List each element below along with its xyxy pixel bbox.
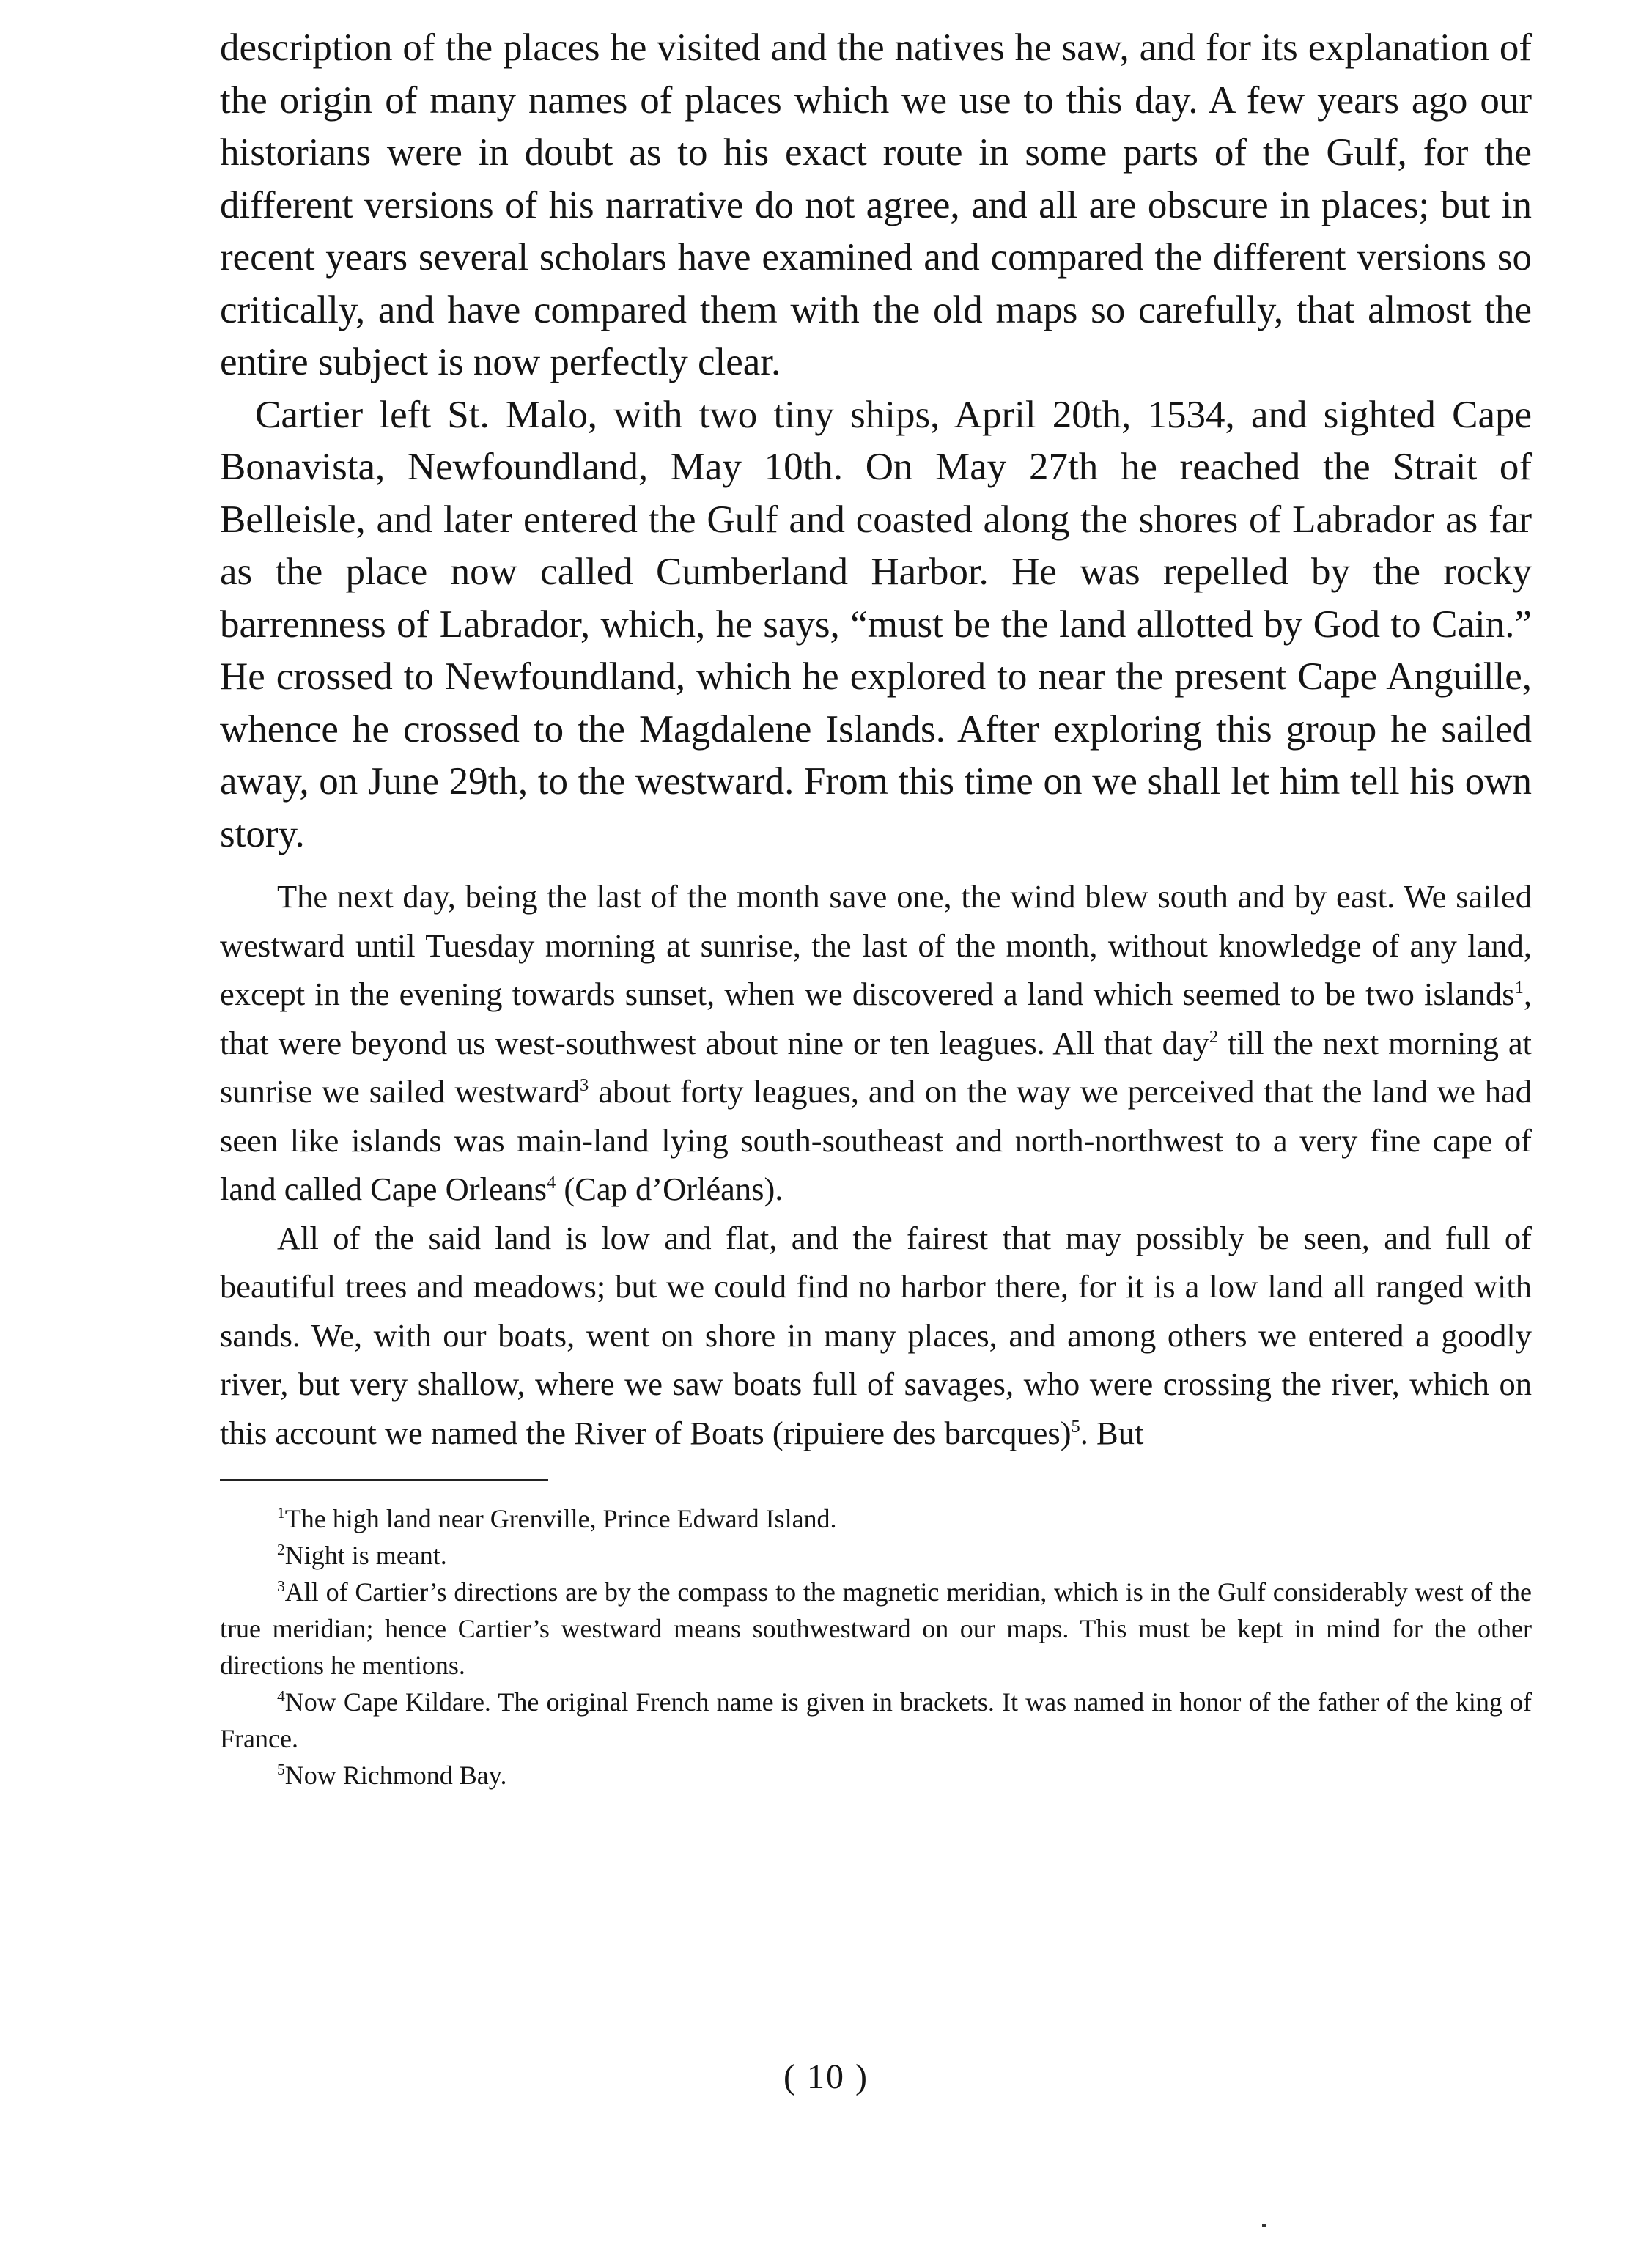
footnote-number: 3 bbox=[277, 1577, 285, 1595]
body-paragraph-2: Cartier left St. Malo, with two tiny ships, April 20th, 1534, and sighted Cape Bonavista, Newfoundland, May 10th. On May 27th he reached the Strait of Belleisle, and later entered the Gulf and coasted along the shores of Labrador as far as the place now called Cumberland Harbor. He was repelled by the rocky barrenness of Labrador, which, he says, “must be the land allotted by God to Cain.” He crossed to Newfoundland, which he explored to near the present Cape Anguille, whence he crossed to the Magdalene Islands. After exploring this group he sailed away, on June 29th, to the westward. From this time on we shall let him tell his own story. bbox=[220, 393, 1532, 855]
footnote-text: Now Cape Kildare. The original French name is given in brackets. It was named in honor of the father of the king of France. bbox=[220, 1687, 1532, 1753]
page-number: ( 10 ) bbox=[783, 2057, 869, 2096]
footnote-text: All of Cartier’s directions are by the compass to the magnetic meridian, which is in the Gulf considerably west of the true meridian; hence Cartier’s westward means southwestward on our maps. This must be kept in mind for the other directions he mentions. bbox=[220, 1577, 1532, 1680]
quote-text: The next day, being the last of the month save one, the wind blew south and by east. We sailed westward until Tuesday morning at sunrise, the last of the month, without knowledge of any land, except in the evening towards sunset, when we discovered a land which seemed to be two islands bbox=[220, 878, 1532, 1012]
quoted-narrative bbox=[220, 872, 1532, 1457]
footnote bbox=[220, 1684, 1532, 1757]
footnote-number: 1 bbox=[277, 1504, 285, 1522]
footnote bbox=[220, 1574, 1532, 1684]
footnote-text: Now Richmond Bay. bbox=[284, 1761, 507, 1790]
footnote-ref: 2 bbox=[1209, 1026, 1219, 1047]
quote-paragraph-2 bbox=[220, 1214, 1532, 1458]
footnote-number: 2 bbox=[277, 1541, 285, 1558]
footnote-ref: 4 bbox=[547, 1173, 556, 1193]
quote-text: about forty leagues, and on the way we perceived that the land we had seen like islands was main-land lying south-southeast and north-northwest to a very fine cape of land called Cape Orleans bbox=[220, 1073, 1532, 1207]
print-speck bbox=[1262, 2224, 1266, 2227]
quote-text: . But bbox=[1080, 1414, 1144, 1451]
quote-text: , that were beyond us west-southwest about nine or ten leagues. All that day bbox=[220, 976, 1532, 1061]
footnote-text: The high land near Grenville, Prince Edward Island. bbox=[284, 1504, 837, 1533]
footnotes bbox=[220, 1500, 1532, 1794]
quote-text: till the next morning at sunrise we sailed westward bbox=[220, 1024, 1532, 1110]
footnote-number: 5 bbox=[277, 1761, 285, 1778]
footnote-text: Night is meant. bbox=[284, 1541, 447, 1570]
body-paragraph-1: description of the places he visited and the natives he saw, and for its explanation of the origin of many names of places which we use to this day. A few years ago our historians were in doubt as to his exact route in some parts of the Gulf, for the different versions of his narrative do not agree, and all are obscure in places; but in recent years several scholars have examined and compared the different versions so critically, and have compared them with the old maps so carefully, that almost the entire subject is now perfectly clear. bbox=[220, 26, 1532, 383]
page-content bbox=[220, 22, 1532, 1794]
footnote-divider bbox=[220, 1479, 548, 1481]
quote-text: (Cap d’Orléans). bbox=[556, 1171, 783, 1207]
footnote-number: 4 bbox=[277, 1687, 285, 1705]
quote-text: All of the said land is low and flat, and the fairest that may possibly be seen, and full of beautiful trees and meadows; but we could find no harbor there, for it is a low land all ranged with sands. We, with our boats, went on shore in many places, and among others we entered a goodly river, but very shallow, where we saw boats full of savages, who were crossing the river, which on this account we named the River of Boats (ripuiere des barcques) bbox=[220, 1219, 1532, 1451]
footnote-ref: 5 bbox=[1071, 1416, 1080, 1437]
quote-paragraph-1 bbox=[220, 872, 1532, 1214]
footnote bbox=[220, 1500, 1532, 1537]
footnote bbox=[220, 1537, 1532, 1574]
footnote bbox=[220, 1757, 1532, 1794]
footnote-ref: 3 bbox=[580, 1075, 589, 1096]
footnote-ref: 1 bbox=[1514, 978, 1524, 998]
